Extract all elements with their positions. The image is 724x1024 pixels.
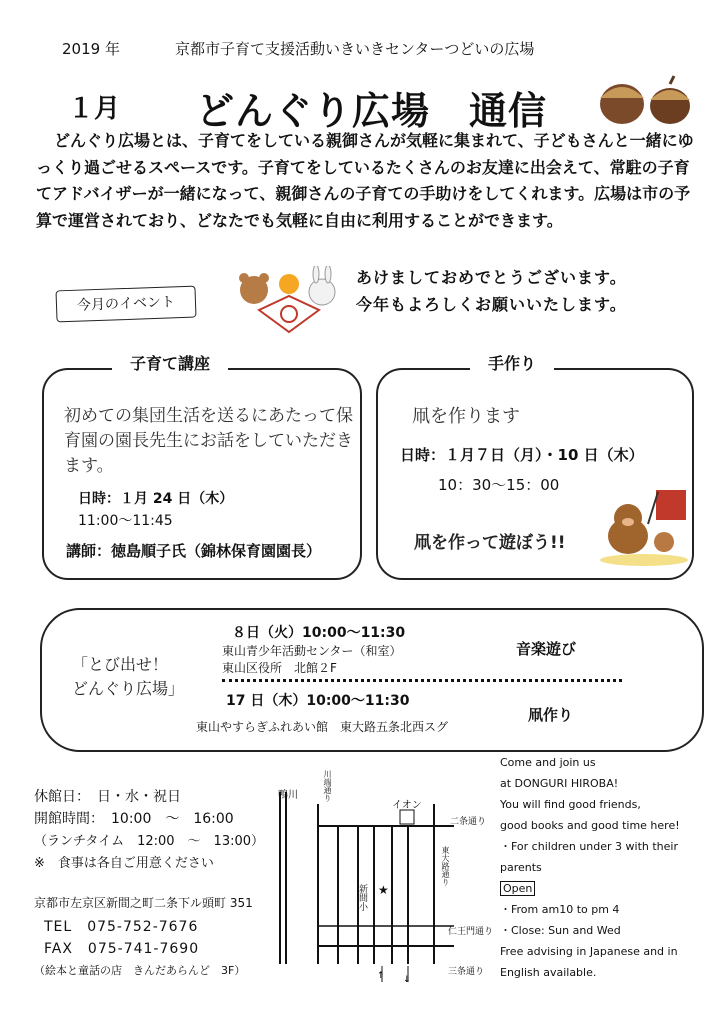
intro-paragraph: どんぐり広場とは、子育てをしている親御さんが気軽に集まれて、子どもさんと一緒にゆっくり過ごせるスペースです。子育てをしているたくさんのお友達に出会えて、常駐の子育てアドバイザーが一緒になって、親御さんの子育ての手助けをしてくれます。広場は市の予算で運営されており、どなたでも気軽に自由に利用することができます。 xyxy=(36,131,694,230)
outing-title-line-1: 「とび出せ！ xyxy=(72,655,169,674)
map-nijo: 二条通り xyxy=(450,817,487,827)
english-open-label: Open xyxy=(500,881,535,896)
address: 京都市左京区新間之町二条下ル頭町 351 xyxy=(34,896,253,910)
greeting-line-2: 今年もよろしくお願いいたします。 xyxy=(356,295,627,314)
map-higashioji: 東大路通り xyxy=(441,846,450,886)
outing-title-line-2: どんぐり広場」 xyxy=(72,679,185,698)
english-line-4: good books and good time here! xyxy=(500,819,680,832)
handcraft-time: 10：30〜15：00 xyxy=(438,476,560,494)
dotted-divider xyxy=(222,679,622,682)
lecture-description: 初めての集団生活を送るにあたって保育園の園長先生にお話をしていただきます。 xyxy=(64,406,353,476)
page-title: どんぐり広場 通信 xyxy=(196,89,548,133)
lunch-time: （ランチタイム 12:00 〜 13:00） xyxy=(34,834,265,849)
parenting-lecture-heading: 子育て講座 xyxy=(112,351,228,374)
acorn-icon xyxy=(592,70,696,126)
handcraft-heading: 手作り xyxy=(470,351,554,374)
month-label: １月 xyxy=(68,94,121,124)
session-8-activity: 音楽遊び xyxy=(516,640,577,658)
session-8-place-2: 東山区役所 北館２F xyxy=(222,661,337,675)
fax: FAX 075-741-7690 xyxy=(44,941,200,957)
header-org: 京都市子育て支援活動いきいきセンターつどいの広場 xyxy=(175,40,535,58)
greeting-line-1: あけましておめでとうございます。 xyxy=(356,268,627,287)
svg-text:★: ★ xyxy=(378,883,389,897)
svg-text:↑: ↑ xyxy=(377,971,385,981)
lecturer: 講師：徳島順子氏（錦林保育園園長） xyxy=(66,542,322,560)
closed-days: 休館日： 日・水・祝日 xyxy=(34,789,181,805)
english-line-3: You will find good friends, xyxy=(500,798,641,811)
english-line-8: Free advising in Japanese and in English available. xyxy=(500,945,678,979)
handcraft-date: 日時：１月７日（月）・10 日（木） xyxy=(400,446,644,464)
session-17-activity: 凧作り xyxy=(528,706,574,724)
map-aeon: イオン xyxy=(392,800,422,811)
english-line-2: at DONGURI HIROBA! xyxy=(500,777,619,790)
session-8-place-1: 東山青少年活動センター（和室） xyxy=(222,644,402,658)
english-line-6: ・From am10 to pm 4 xyxy=(500,903,620,916)
map-kamogawa: 鴨川 xyxy=(278,790,298,801)
header-year: 2019 年 xyxy=(62,40,120,58)
map-shinma: 新間小 xyxy=(357,884,367,911)
english-line-7: ・Close: Sun and Wed xyxy=(500,924,621,937)
svg-text:↓: ↓ xyxy=(403,975,411,985)
boar-illustration xyxy=(598,484,690,568)
handcraft-play: 凧を作って遊ぼう!! xyxy=(414,533,566,553)
telephone: TEL 075-752-7676 xyxy=(44,919,199,935)
map-kawabata: 川端通り xyxy=(323,770,332,802)
opening-hours: 開館時間： 10:00 〜 16:00 xyxy=(34,811,234,827)
new-year-illustration xyxy=(234,266,344,336)
event-tab: 今月のイベント xyxy=(55,286,196,323)
lecture-time: 11:00〜11:45 xyxy=(78,513,173,529)
session-17-place: 東山やすらぎふれあい館 東大路五条北西スグ xyxy=(196,720,449,734)
map-sanjo: 三条通り xyxy=(448,967,485,977)
session-8-time: ８日（火）10:00〜11:30 xyxy=(232,625,406,641)
handcraft-description: 凧を作ります xyxy=(412,406,520,427)
session-17-time: 17 日（木）10:00〜11:30 xyxy=(226,693,410,709)
english-info xyxy=(500,752,710,983)
english-line-5: ・For children under 3 with their parents xyxy=(500,840,678,874)
lecture-date: 日時：１月 24 日（木） xyxy=(78,491,234,507)
english-line-1: Come and join us xyxy=(500,756,596,769)
map-niomon: 仁王門通り xyxy=(448,927,494,937)
food-note: ※ 食事は各自ご用意ください xyxy=(34,856,214,871)
new-year-greeting xyxy=(356,264,627,318)
shop-name: （絵本と童話の店 きんだあらんど 3F） xyxy=(34,964,246,977)
